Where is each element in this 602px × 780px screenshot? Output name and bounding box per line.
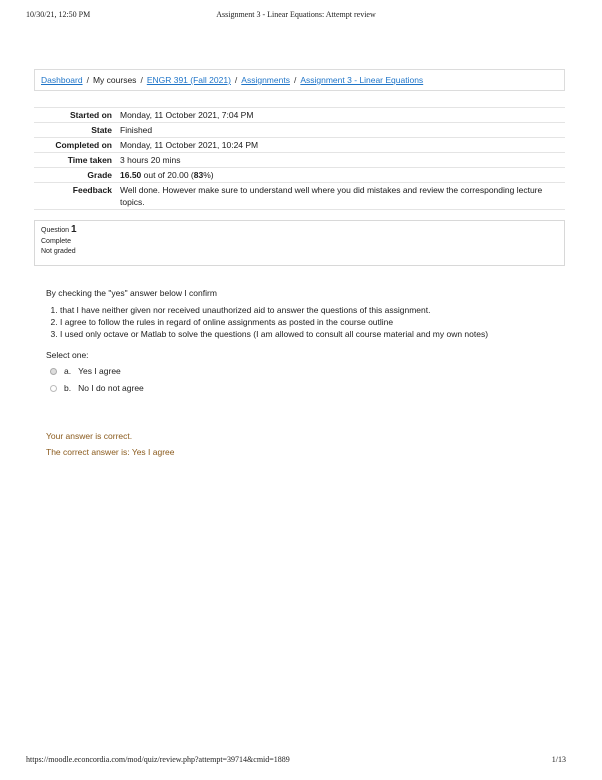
question-number-value: 1 xyxy=(70,224,77,235)
attempt-summary-table xyxy=(34,107,565,210)
breadcrumb-separator: / xyxy=(86,75,89,85)
option-label: Yes I agree xyxy=(78,366,121,376)
state-value: Finished xyxy=(120,125,153,135)
breadcrumb-dashboard-link[interactable]: Dashboard xyxy=(41,75,83,85)
grade-value xyxy=(116,168,565,183)
select-one-label: Select one: xyxy=(46,350,89,360)
option-letter: a. xyxy=(64,366,72,376)
option-letter: b. xyxy=(64,383,72,393)
print-header xyxy=(26,10,566,24)
summary-row-started xyxy=(34,108,565,123)
answer-option-no[interactable] xyxy=(46,382,566,394)
summary-row-grade xyxy=(34,168,565,183)
answer-option-yes[interactable] xyxy=(46,365,566,377)
breadcrumb-course-link[interactable]: ENGR 391 (Fall 2021) xyxy=(146,75,231,85)
question-intro: By checking the "yes" answer below I confirm xyxy=(46,288,217,298)
summary-row-completed xyxy=(34,138,565,153)
feedback-right-answer: The correct answer is: Yes I agree xyxy=(46,447,175,457)
print-url: https://moodle.econcordia.com/mod/quiz/review.php?attempt=39714&cmid=1889 xyxy=(26,755,290,764)
confirmation-item: 3. I used only octave or Matlab to solve the questions (I am allowed to consult all course material and my own notes) xyxy=(60,328,566,340)
question-content xyxy=(46,288,566,394)
question-prefix: Question xyxy=(41,227,71,234)
breadcrumb-assignment-link[interactable]: Assignment 3 - Linear Equations xyxy=(300,75,424,85)
breadcrumb xyxy=(34,69,565,91)
breadcrumb-separator: / xyxy=(140,75,143,85)
completed-label: Completed on xyxy=(55,140,112,150)
grade-percent-suffix: %) xyxy=(203,170,214,180)
question-marks: Not graded xyxy=(41,248,76,255)
grade-out-of: out of 20.00 ( xyxy=(141,170,194,180)
started-label: Started on xyxy=(69,110,112,120)
radio-unchecked-icon[interactable] xyxy=(50,385,57,392)
breadcrumb-separator: / xyxy=(234,75,238,85)
grade-label: Grade xyxy=(87,170,112,180)
print-datetime: 10/30/21, 12:50 PM xyxy=(26,10,91,19)
started-value: Monday, 11 October 2021, 7:04 PM xyxy=(120,110,254,120)
question-info-box xyxy=(34,220,565,266)
grade-score: 16.50 xyxy=(120,170,142,180)
time-taken-label: Time taken xyxy=(67,155,112,165)
question-number xyxy=(41,224,558,235)
confirmation-item: 2. I agree to follow the rules in regard of online assignments as posted in the course outline xyxy=(60,316,566,328)
summary-row-state xyxy=(34,123,565,138)
print-footer xyxy=(26,755,566,769)
radio-checked-icon[interactable] xyxy=(50,368,57,375)
feedback-label: Feedback xyxy=(72,185,112,195)
confirmation-item: 1. that I have neither given nor received unauthorized aid to answer the questions of this assignment. xyxy=(60,304,566,316)
feedback-value: Well done. However make sure to understand well where you did mistakes and review the corresponding lecture topics. xyxy=(120,185,543,207)
breadcrumb-separator: / xyxy=(293,75,297,85)
grade-percent: 83 xyxy=(193,170,204,180)
breadcrumb-my-courses: My courses xyxy=(92,75,137,85)
summary-row-time-taken xyxy=(34,153,565,168)
breadcrumb-assignments-link[interactable]: Assignments xyxy=(241,75,290,85)
state-label: State xyxy=(91,125,112,135)
question-status: Complete xyxy=(41,238,71,245)
print-page-title: Assignment 3 - Linear Equations: Attempt review xyxy=(216,10,376,19)
summary-row-feedback xyxy=(34,183,565,210)
confirmation-list xyxy=(46,304,566,340)
time-taken-value: 3 hours 20 mins xyxy=(120,155,181,165)
question-feedback xyxy=(46,428,175,460)
completed-value: Monday, 11 October 2021, 10:24 PM xyxy=(120,140,259,150)
print-page-number: 1/13 xyxy=(551,755,566,764)
option-label: No I do not agree xyxy=(78,383,144,393)
feedback-correct: Your answer is correct. xyxy=(46,431,133,441)
